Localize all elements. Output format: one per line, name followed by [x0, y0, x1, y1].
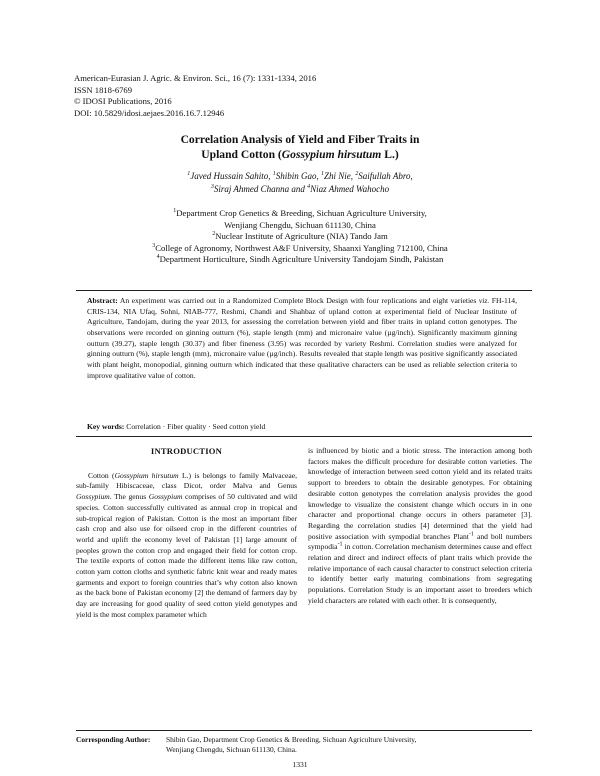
p1-text-g: comprises of 50 cultivated and wild species. Cotton successfully cultivated as annual crop in tropical and sub-tropical region of Pakistan. Cotton is the most an important fiber cash crop and also use for oilseed crop in the different countries of world and uplift the economy level of Pakistan [1] large amount of peoples grown the cotton crop and engaged their field for cotton crop. The textile exports of cotton made the different items like raw cotton, cotton yarn cotton cloths and synthetic fabric knit wear and ready mates garments and export to foreign countries that’s why cotton also known as the back bone of Pakistan economy [2] the demand of farmers day by day are increasing for good quality of seed cotton yield genotypes and yield is the most complex parameter which [76, 492, 297, 619]
keyword-1: Correlation [126, 422, 161, 431]
p2-superscript-1: -1 [468, 531, 474, 538]
keyword-2: Fiber quality [167, 422, 207, 431]
affiliation-4: $^4$Department Horticulture, Sindh Agriculture University Tandojam Sindh, Pakistan [156, 254, 444, 265]
abstract-top-rule [76, 290, 532, 291]
affiliation-2-text: Nuclear Institute of Agriculture (NIA) Tando Jam [215, 231, 388, 242]
journal-doi: DOI: 10.5829/idosi.aejaes.2016.16.7.12946 [74, 107, 225, 118]
introduction-heading: INTRODUCTION [150, 446, 223, 456]
affiliation-3: $^3$College of Agronomy, Northwest A&F University, Shaanxi Yangling 712100, China [152, 242, 448, 253]
p1-species: Gossypium hirsutum [114, 470, 179, 480]
paper-title [60, 132, 540, 162]
abstract-text-2: FH-114, CRIS-134, NIA Ufaq, Sohni, NIAB-777, Reshmi, Chandi and Shahbaz of upland cotton at experimental field of Nuclear Institute of Agriculture, Tandojam, during the year 2013, for assessing the correlation between yield and fiber traits in upland cotton genotypes. The observations were recorded on ginning outturn (%), staple length (mm) and micronaire value (µg/inch). Significantly maximum ginning outturn (39.27), staple length (30.37) and fiber fineness (3.95) was recorded by variety Reshmi. Correlation studies were analyzed for ginning outturn (%), staple length (mm), micronaire value (µg/inch). Results revealed that staple length was positive significantly associated with plant height, monopodial, ginning outturn which indicated that these qualitative characters can be used as reliable selection criteria to improve qualitative value of cotton. [87, 296, 517, 380]
keywords-bottom-rule [76, 436, 532, 437]
affiliation-1-cont: Wenjiang Chengdu, Sichuan 611130, China [224, 219, 376, 230]
author-list: $^1$Javed Hussain Sahito, $^1$Shibin Gao, $^1$Zhi Nie, $^2$Saifullah Abro, $^3$Siraj Ahmed Channa and $^4$Niaz Ahmed Wahocho [187, 171, 413, 194]
page-number: 1331 [292, 760, 308, 769]
title-line-2 [60, 147, 540, 162]
affiliations [60, 208, 540, 266]
left-column [76, 446, 297, 621]
author-and: and [291, 183, 305, 194]
abstract-label: Abstract: [87, 296, 118, 305]
p1-genus-2: Gossypium [148, 492, 183, 502]
p2-superscript-2: -1 [337, 541, 343, 548]
journal-header [74, 73, 316, 119]
journal-copyright: © IDOSI Publications, 2016 [74, 96, 172, 107]
p1-genus-1: Gossypium [76, 492, 110, 502]
affiliation-3-text: College of Agronomy, Northwest A&F University, Shaanxi Yangling 712100, China [155, 242, 448, 253]
affiliation-2: $^2$Nuclear Institute of Agriculture (NIA) Tando Jam [212, 231, 388, 242]
author-2: Shibin Gao, [275, 171, 319, 181]
affiliation-4-text: Department Horticulture, Sindh Agriculture University Tandojam Sindh, Pakistan [159, 254, 444, 265]
p1-text-e: . The genus [109, 492, 149, 502]
corresponding-label: Corresponding Author: [76, 735, 151, 744]
p1-text-a: Cotton ( [88, 470, 115, 480]
p1-text-c: L.) is belongs to family Malvaceae, sub-family Hibiscaceae, class Dicot, order Malva and Genus [76, 470, 298, 491]
footer-rule [76, 730, 532, 731]
author-5: Siraj Ahmed Channa [213, 183, 290, 194]
abstract [87, 296, 517, 381]
affiliation-1-text: Department Crop Genetics & Breeding, Sichuan Agriculture University, [176, 208, 427, 218]
author-3: Zhi Nie, [323, 171, 353, 181]
affiliation-1: $^1$Department Crop Genetics & Breeding, Sichuan Agriculture University, [173, 208, 427, 218]
corresponding-line-1: Shibin Gao, Department Crop Genetics & Breeding, Sichuan Agriculture University, [166, 735, 417, 744]
title-species: Gossypium hirsutum [281, 148, 382, 161]
keywords-label: Key words: [87, 422, 125, 431]
title-text: Upland Cotton ( [201, 148, 282, 161]
corresponding-author [76, 735, 416, 755]
title-text-end: L.) [381, 148, 399, 161]
keyword-3: Seed cotton yield [212, 422, 266, 431]
p2-text-a: is influenced by biotic and a biotic stress. The interaction among both factors makes the difficult procedure for desirable cotton varieties. The knowledge of interaction between seed cotton yield and its related traits support to breeders to obtain the desirable genotypes. For obtaining desirable cotton genotypes the correlation analysis provides the good knowledge to visualize the consistent change which occurs in in one character and proportional change occurs in others parameter [3]. Regarding the correlation studies [4] determined that the yield had positive association with sympodial branches Plant [308, 446, 532, 541]
right-column [308, 446, 532, 607]
p2-text-c: in cotton. Correlation mechanism determines cause and effect relation and direct and indirect effects of plant traits which provide the relative importance of each causal character to construct selection criteria to identify better early maturing combinations from segregating populations. Correlation Study is an important asset to breeders which yield characters are related with each other. It is consequently, [308, 542, 532, 605]
journal-issn: ISSN 1818-6769 [74, 84, 133, 95]
author-1: Javed Hussain Sahito, [190, 171, 271, 181]
intro-paragraph-2 [308, 446, 532, 607]
title-line-1: Correlation Analysis of Yield and Fiber Traits in [180, 133, 420, 146]
author-6: Niaz Ahmed Wahocho [310, 183, 390, 194]
intro-paragraph-1 [76, 471, 297, 621]
keywords: Key words: Correlation · Fiber quality · Seed cotton yield [87, 422, 266, 431]
journal-citation: American-Eurasian J. Agric. & Environ. Sci., 16 (7): 1331-1334, 2016 [74, 73, 317, 83]
abstract-viz: viz. [478, 296, 490, 305]
p2-text-b: and boll numbers sympodia [308, 531, 533, 552]
author-4: Saifullah Abro, [358, 171, 413, 181]
abstract-text-1: An experiment was carried out in a Randomized Complete Block Design with four replications and eight varieties [117, 296, 479, 305]
corresponding-line-2: Wenjiang Chengdu, Sichuan 611130, China. [166, 745, 297, 754]
